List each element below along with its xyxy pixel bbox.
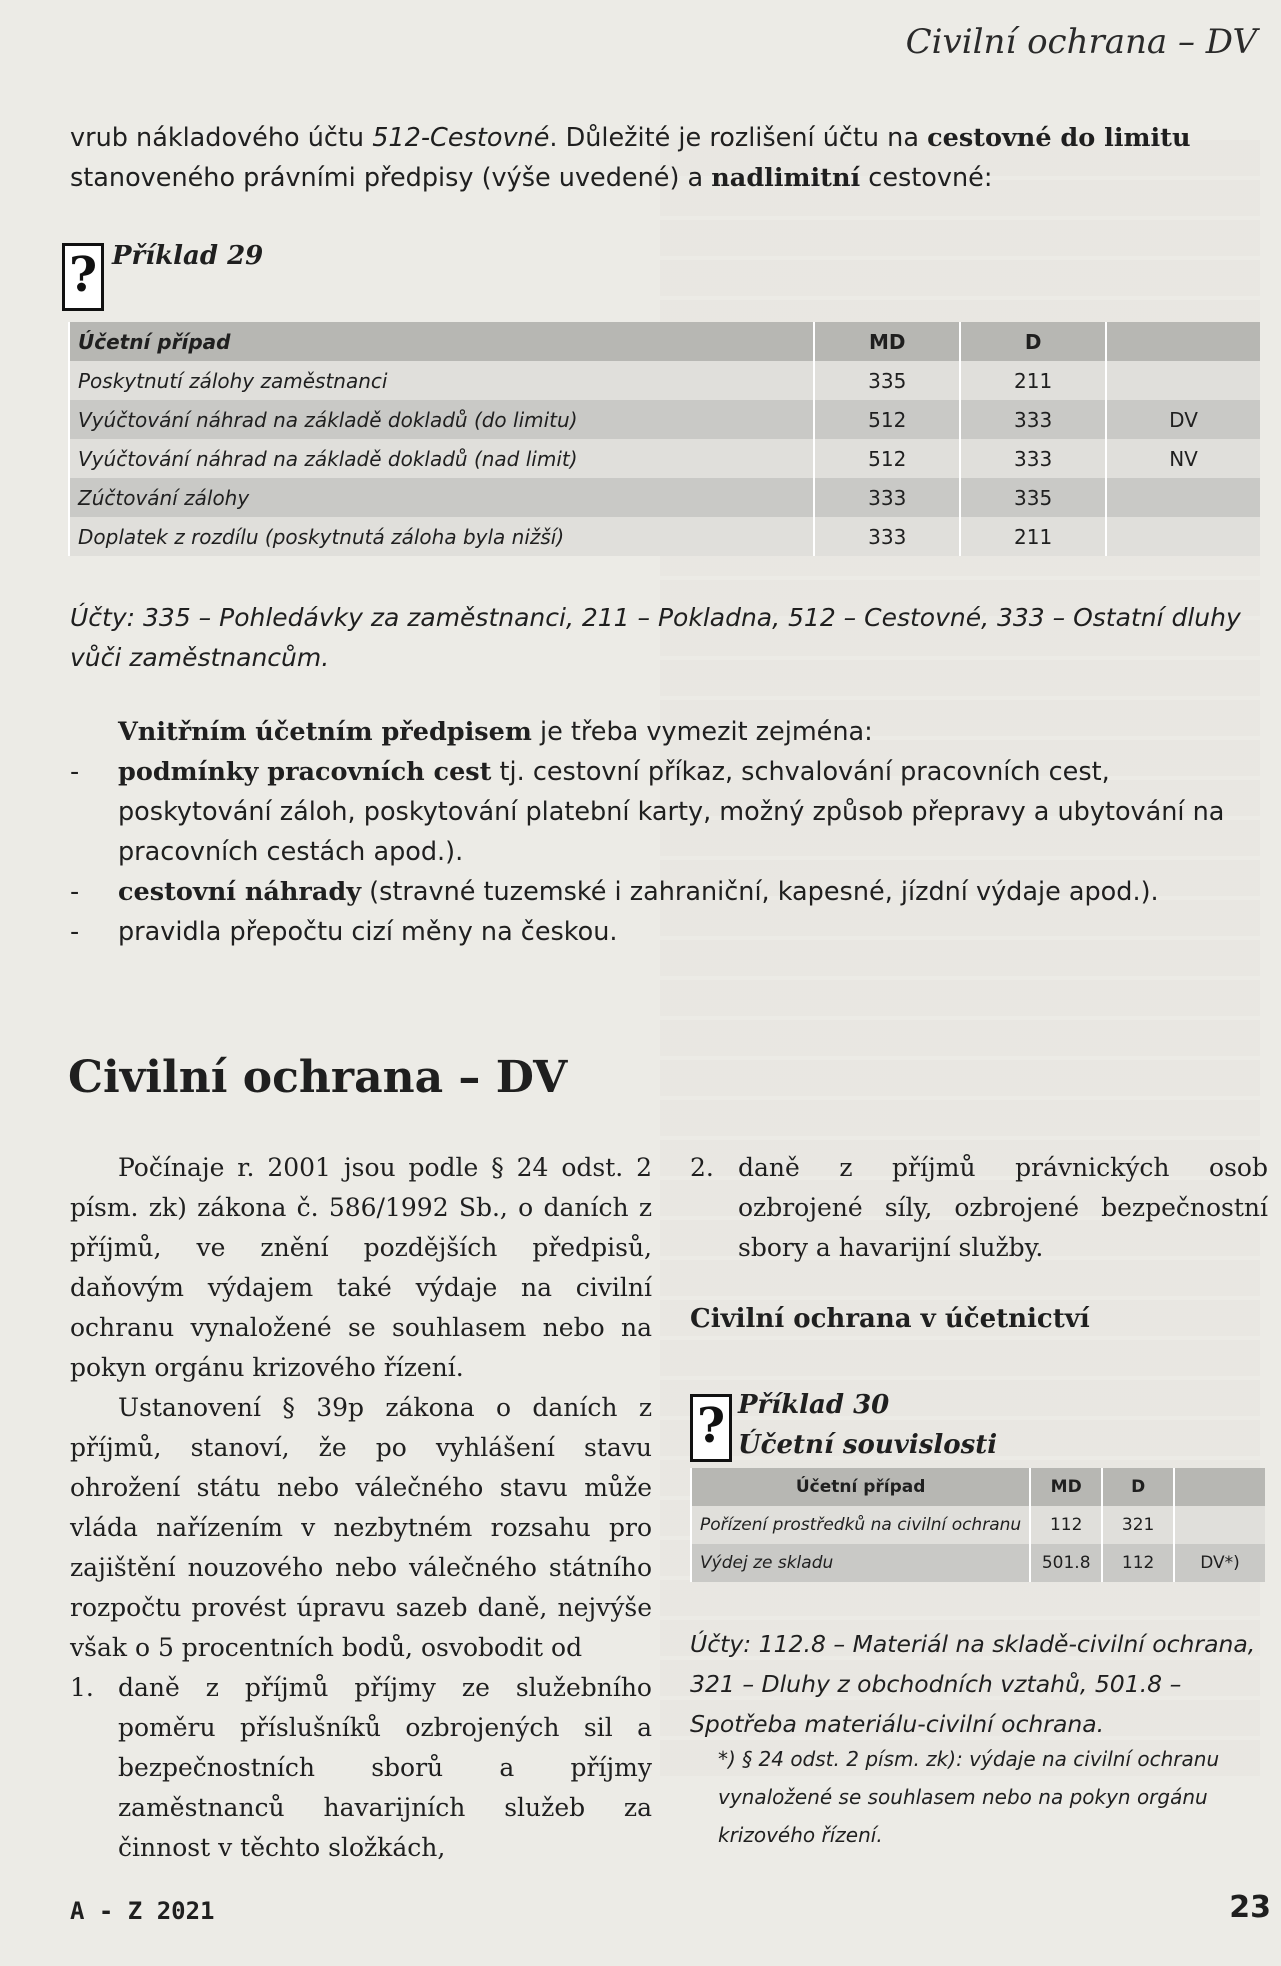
table-cell: Výdej ze skladu xyxy=(691,1544,1030,1582)
table-cell: 512 xyxy=(814,400,960,439)
table-cell: 333 xyxy=(960,439,1106,478)
table-cell: 333 xyxy=(814,478,960,517)
list-item: 1. daně z příjmů příjmy ze služebního poměru příslušníků ozbrojených sil a bezpečnostních sborů a příjmy zaměstnanců havarijních služeb za činnost v těchto složkách, xyxy=(70,1673,652,1862)
table-cell: Vyúčtování náhrad na základě dokladů (do limitu) xyxy=(69,400,814,439)
table-cell xyxy=(1106,517,1260,556)
table-row xyxy=(691,1544,1265,1582)
table-cell: Doplatek z rozdílu (poskytnutá záloha byla nižší) xyxy=(69,517,814,556)
example-subtitle: Účetní souvislosti xyxy=(738,1430,998,1460)
table-cell: DV*) xyxy=(1174,1544,1265,1582)
bold-term: nadlimitní xyxy=(711,163,861,193)
table-cell: NV xyxy=(1106,439,1260,478)
table-cell: 512 xyxy=(814,439,960,478)
internal-rules-block xyxy=(70,712,1260,952)
column-header xyxy=(1174,1468,1265,1506)
footer-publication: A - Z 2021 xyxy=(70,1897,215,1925)
table-row xyxy=(69,517,1260,556)
table-cell xyxy=(1174,1506,1265,1544)
list-item: 2. daně z příjmů právnických osob ozbrojené síly, ozbrojené bezpečnostní sbory a havarijní služby. xyxy=(690,1153,1268,1262)
column-header: MD xyxy=(1030,1468,1102,1506)
list-item: - pravidla přepočtu cizí měny na českou. xyxy=(70,912,1260,952)
rules-intro: Vnitřním účetním předpisem je třeba vymezit zejména: xyxy=(118,717,873,747)
account-name: 512-Cestovné xyxy=(372,123,550,153)
example-title: Příklad 30 xyxy=(738,1390,890,1420)
table-cell xyxy=(1106,478,1260,517)
table-row xyxy=(691,1506,1265,1544)
paragraph: Ustanovení § 39p zákona o daních z příjmů, stanoví, že po vyhlášení stavu ohrožení státu nebo válečného stavu může vláda nařízením v nezbytném rozsahu pro zajištění nouzového nebo válečného státního rozpočtu provést úpravu sazeb daně, nejvýše však o 5 procentních bodů, osvobodit od xyxy=(70,1393,652,1662)
bold-term: cestovné do limitu xyxy=(927,123,1191,153)
table-row xyxy=(69,478,1260,517)
table-cell: DV xyxy=(1106,400,1260,439)
rules-list xyxy=(70,752,1260,952)
section-title: Civilní ochrana – DV xyxy=(68,1052,568,1103)
list-item: - cestovní náhrady (stravné tuzemské i zahraniční, kapesné, jízdní výdaje apod.). xyxy=(70,872,1260,912)
column-header: D xyxy=(960,322,1106,361)
table-cell: Zúčtování zálohy xyxy=(69,478,814,517)
footnote: *) § 24 odst. 2 písm. zk): výdaje na civilní ochranu vynaložené se souhlasem nebo na pokyn orgánu krizového řízení. xyxy=(718,1747,1220,1847)
table-cell: 333 xyxy=(814,517,960,556)
list-item: - podmínky pracovních cest tj. cestovní příkaz, schvalování pracovních cest, poskytování záloh, poskytování platební karty, možný způsob přepravy a ubytování na pracovních cestách apod.). xyxy=(70,752,1260,872)
column-header xyxy=(1106,322,1260,361)
table-cell: 335 xyxy=(960,478,1106,517)
example30-table xyxy=(690,1468,1265,1582)
accounts-note: Účty: 112.8 – Materiál na skladě-civilní ochrana, 321 – Dluhy z obchodních vztahů, 501.8 – Spotřeba materiálu-civilní ochrana. xyxy=(690,1630,1256,1738)
table-cell: 501.8 xyxy=(1030,1544,1102,1582)
table-cell: Poskytnutí zálohy zaměstnanci xyxy=(69,361,814,400)
page-number: 23 xyxy=(1229,1890,1271,1925)
column-header: MD xyxy=(814,322,960,361)
table-cell: Vyúčtování náhrad na základě dokladů (nad limit) xyxy=(69,439,814,478)
table-cell: 112 xyxy=(1030,1506,1102,1544)
table-cell: 211 xyxy=(960,517,1106,556)
right-column xyxy=(690,1148,1268,1268)
table-cell: 335 xyxy=(814,361,960,400)
example29-table xyxy=(68,322,1260,556)
running-head: Civilní ochrana – DV xyxy=(905,22,1257,62)
table-row xyxy=(69,400,1260,439)
table-cell: 112 xyxy=(1102,1544,1174,1582)
paragraph: Počínaje r. 2001 jsou podle § 24 odst. 2 písm. zk) zákona č. 586/1992 Sb., o daních z příjmů, ve znění pozdějších předpisů, daňovým výdajem také výdaje na civilní ochranu vynaložené se souhlasem nebo na pokyn orgánu krizového řízení. xyxy=(70,1153,652,1382)
table-row xyxy=(69,439,1260,478)
table-cell: 211 xyxy=(960,361,1106,400)
table-cell xyxy=(1106,361,1260,400)
intro-paragraph: vrub nákladového účtu 512-Cestovné. Důležité je rozlišení účtu na cestovné do limitu stanoveného právními předpisy (výše uvedené) a nadlimitní cestovné: xyxy=(70,123,1191,193)
numbered-list xyxy=(70,1668,652,1868)
question-mark-icon: ? xyxy=(690,1394,732,1462)
table-cell: 333 xyxy=(960,400,1106,439)
accounts-note: Účty: 335 – Pohledávky za zaměstnanci, 211 – Pokladna, 512 – Cestovné, 333 – Ostatní dluhy vůči zaměstnancům. xyxy=(70,603,1241,672)
table-cell: 321 xyxy=(1102,1506,1174,1544)
column-header: Účetní případ xyxy=(691,1468,1030,1506)
example-title: Příklad 29 xyxy=(112,241,264,271)
table-header-row xyxy=(691,1468,1265,1506)
left-column xyxy=(70,1148,652,1868)
numbered-list xyxy=(690,1148,1268,1268)
table-cell: Pořízení prostředků na civilní ochranu xyxy=(691,1506,1030,1544)
table-header-row xyxy=(69,322,1260,361)
question-mark-icon: ? xyxy=(62,243,104,311)
column-header: D xyxy=(1102,1468,1174,1506)
column-header: Účetní případ xyxy=(69,322,814,361)
table-row xyxy=(69,361,1260,400)
subheading: Civilní ochrana v účetnictví xyxy=(690,1304,1090,1334)
